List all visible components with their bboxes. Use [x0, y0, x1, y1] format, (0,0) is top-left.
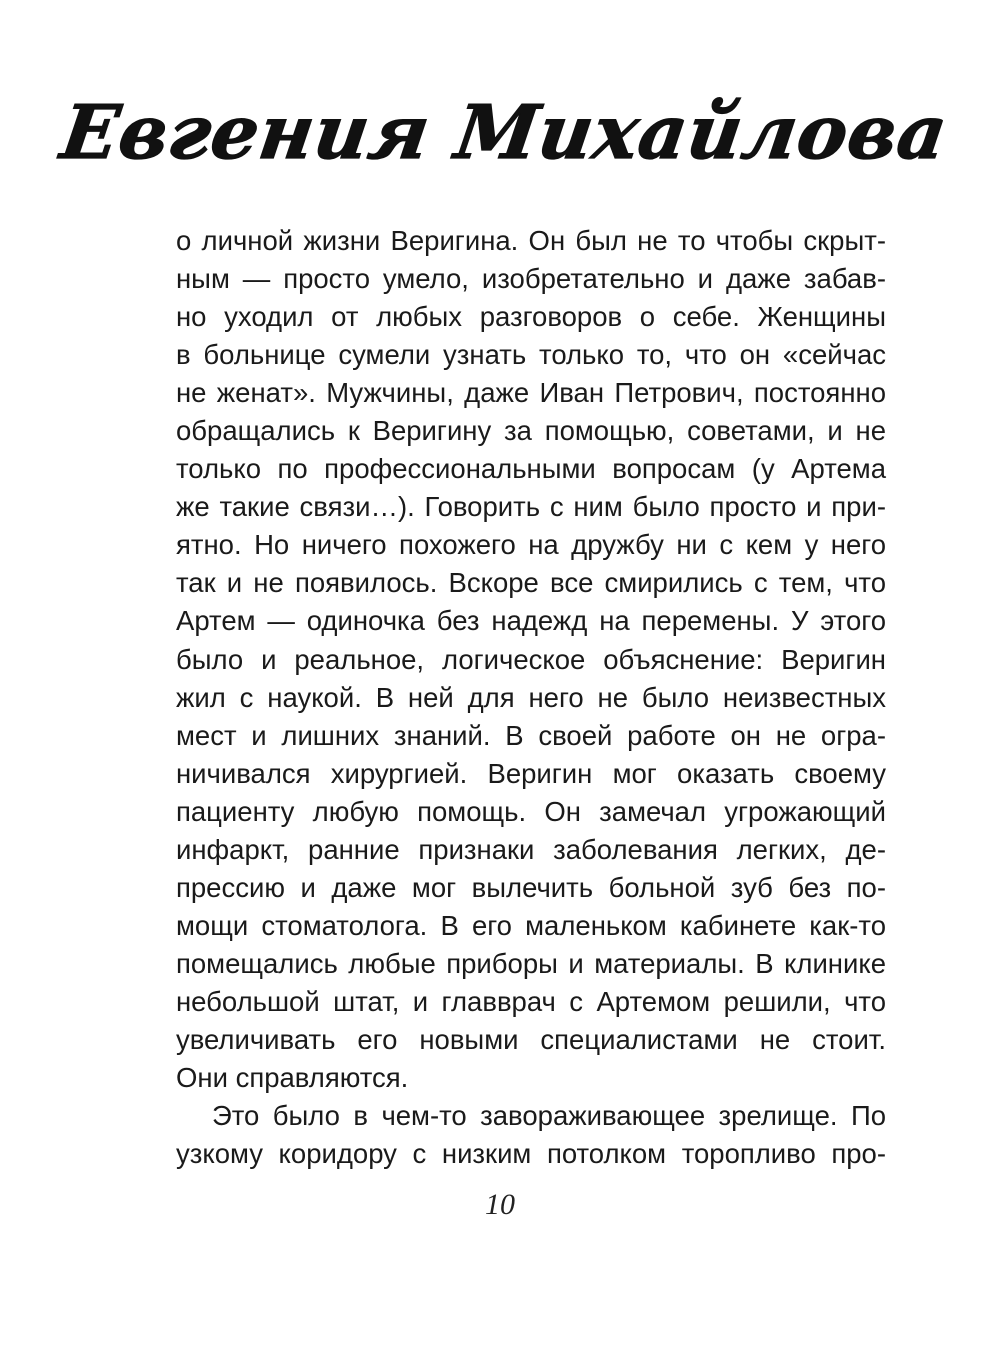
text-line: помещались любые приборы и материалы. В клинике: [176, 947, 886, 979]
author-name: Евгения Михайлова: [56, 88, 954, 176]
page-body: [176, 222, 886, 1173]
text-line: ятно. Но ничего похожего на дружбу ни с кем у него: [176, 529, 886, 561]
paragraph-first-line: Это было в чем-то завораживающее зрелище. По: [212, 1100, 886, 1132]
text-line: было и реальное, логическое объяснение: Веригин: [176, 643, 886, 675]
text-line: так и не появилось. Вскоре все смирились с тем, что: [176, 567, 886, 599]
author-signature: [56, 80, 954, 190]
text-line: о личной жизни Веригина. Он был не то чтобы скрыт-: [176, 225, 886, 256]
text-line: ным — просто умело, изобретательно и даже забав-: [176, 263, 886, 295]
text-line: мощи стоматолога. В его маленьком кабинете как-то: [176, 909, 886, 941]
text-line: только по профессиональными вопросам (у Артема: [176, 453, 886, 485]
text-line: узкому коридору с низким потолком торопливо про-: [176, 1138, 886, 1170]
text-line: пациенту любую помощь. Он замечал угрожающий: [176, 795, 886, 827]
page-number: 10: [485, 1188, 515, 1221]
text-line: обращались к Веригину за помощью, советами, и не: [176, 415, 886, 447]
text-line: но уходил от любых разговоров о себе. Женщины: [176, 301, 886, 333]
text-line: увеличивать его новыми специалистами не стоит.: [176, 1023, 886, 1055]
text-line: мест и лишних знаний. В своей работе он не огра-: [176, 719, 886, 751]
text-line: инфаркт, ранние признаки заболевания легких, де-: [176, 833, 886, 865]
text-line: жил с наукой. В ней для него не было неизвестных: [176, 681, 886, 713]
text-line: Они справляются.: [176, 1062, 409, 1094]
text-line: небольшой штат, и главврач с Артемом решили, что: [176, 985, 886, 1017]
text-line: же такие связи…). Говорить с ним было просто и при-: [176, 491, 886, 523]
text-line: прессию и даже мог вылечить больной зуб без по-: [176, 871, 886, 903]
text-line: не женат». Мужчины, даже Иван Петрович, постоянно: [176, 377, 886, 409]
running-header: [0, 80, 1000, 190]
text-line: в больнице сумели узнать только то, что он «сейчас: [176, 339, 886, 371]
text-line: ничивался хирургией. Веригин мог оказать своему: [176, 757, 886, 789]
text-line: Артем — одиночка без надежд на перемены. У этого: [176, 605, 886, 637]
